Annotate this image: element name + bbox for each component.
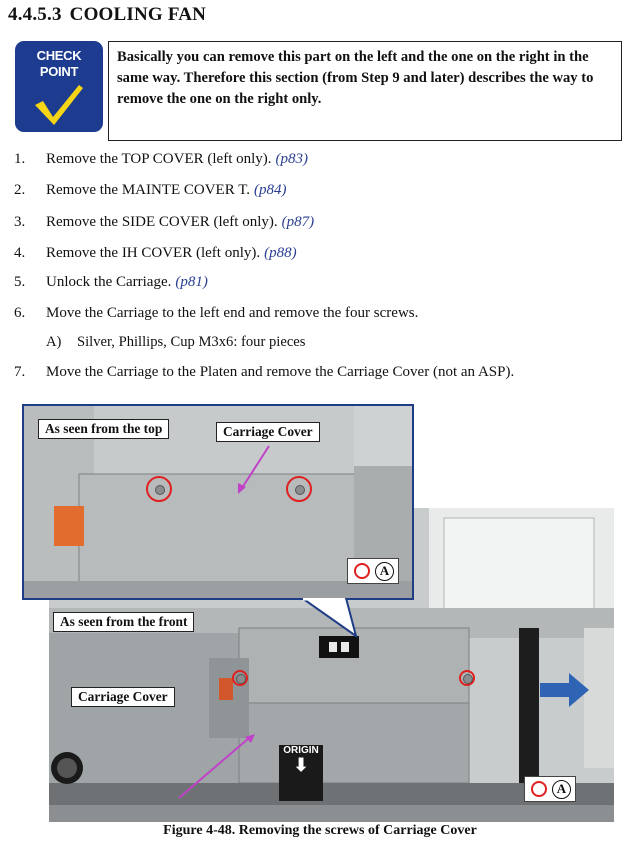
step-text: Move the Carriage to the left end and remove the four screws. [46,305,419,321]
screw-circle-icon [354,563,370,579]
section-heading [8,4,206,26]
page-ref-link[interactable]: (p83) [275,151,309,167]
substep-a: A) Silver, Phillips, Cup M3x6: four pieces [46,334,306,350]
step-text: Remove the TOP COVER (left only). [46,151,272,167]
screw-type-letter: A [552,780,571,799]
down-arrow-icon: ⬇ [293,755,309,775]
step-text: Move the Carriage to the Platen and remove the Carriage Cover (not an ASP). [46,364,515,380]
screw-marker [232,670,248,686]
figure-caption: Figure 4-48. Removing the screws of Carriage Cover [163,823,477,838]
step-text: Unlock the Carriage. [46,274,172,290]
page-ref-link[interactable]: (p88) [264,245,297,261]
step-text: Remove the IH COVER (left only). [46,245,261,261]
figure-carriage-cover [22,404,622,822]
screw-type-mark [347,558,399,584]
step-4: 4. Remove the IH COVER (left only). (p88) [14,245,297,261]
step-text: Remove the MAINTE COVER T. [46,182,251,198]
section-title: COOLING FAN [69,4,207,25]
inset-pointer [302,598,372,638]
screw-marker [459,670,475,686]
step-6: 6. Move the Carriage to the left end and remove the four screws. [14,305,419,321]
check-point-badge [15,41,103,132]
step-5: 5. Unlock the Carriage. (p81) [14,274,208,290]
section-number: 4.4.5.3 [8,4,62,25]
top-view-inset [22,404,414,600]
substep-text: Silver, Phillips, Cup M3x6: four pieces [77,334,306,350]
checkmark-icon [33,83,85,127]
page-ref-link[interactable]: (p81) [175,274,208,290]
screw-marker [146,476,172,502]
screw-type-letter: A [375,562,394,581]
screw-marker [286,476,312,502]
check-point-text: Basically you can remove this part on the left and the one on the right in the same way. Therefore this section (from Step 9 and later) describes the way to remove the one on the right only. [108,41,622,141]
carriage-cover-label-top: Carriage Cover [216,422,320,442]
front-view-label: As seen from the front [53,612,194,632]
origin-label: ORIGIN ⬇ [279,745,323,774]
step-3: 3. Remove the SIDE COVER (left only). (p87) [14,214,315,230]
page-ref-link[interactable]: (p84) [254,182,287,198]
step-text: Remove the SIDE COVER (left only). [46,214,278,230]
screw-circle-icon [531,781,547,797]
check-badge-line1: CHECK [36,48,82,63]
screw-type-mark [524,776,576,802]
step-2: 2. Remove the MAINTE COVER T. (p84) [14,182,287,198]
page-ref-link[interactable]: (p87) [281,214,315,230]
top-view-label: As seen from the top [38,419,169,439]
check-badge-line2: POINT [39,64,79,79]
step-1: 1. Remove the TOP COVER (left only). (p83) [14,151,309,167]
carriage-cover-label-front: Carriage Cover [71,687,175,707]
step-7: 7. Move the Carriage to the Platen and remove the Carriage Cover (not an ASP). [14,364,515,380]
